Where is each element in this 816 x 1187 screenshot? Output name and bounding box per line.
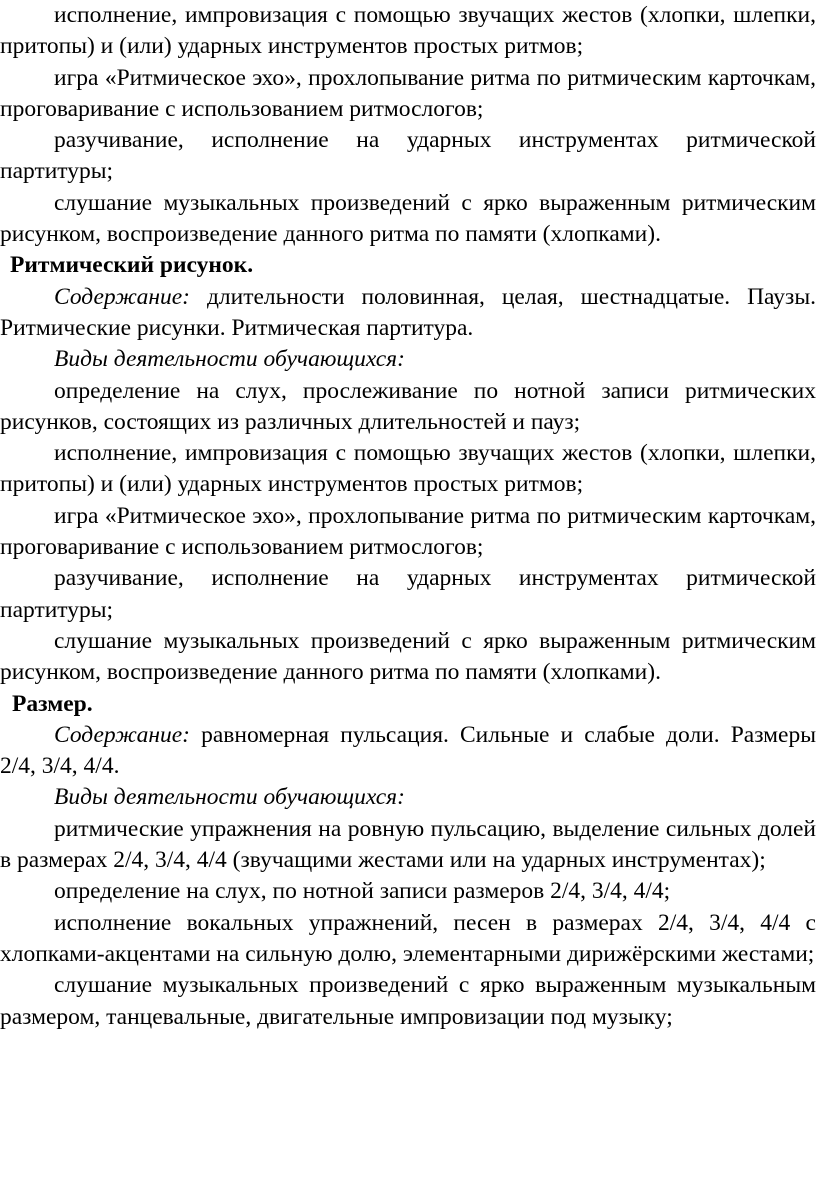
activity-paragraph: слушание музыкальных произведений с ярко выраженным ритмическим рисунком, воспроизведение данного ритма по памяти (хлопками). [0,627,816,686]
activity-paragraph: исполнение, импровизация с помощью звучащих жестов (хлопки, шлепки, притопы) и (или) ударных инструментов простых ритмов; [0,440,816,498]
section-heading-meter: Размер. [12,690,93,717]
activity-paragraph: разучивание, исполнение на ударных инструментах ритмической партитуры; [0,127,816,185]
content-paragraph [0,720,816,783]
section-heading-rhythm-pattern: Ритмический рисунок. [10,252,254,279]
content-text: длительности половинная, целая, шестнадцатые. Паузы. Ритмические рисунки. Ритмическая партитура. [0,283,816,341]
activity-paragraph: исполнение, импровизация с помощью звучащих жестов (хлопки, шлепки, притопы) и (или) ударных инструментов простых ритмов; [0,2,816,60]
content-label: Содержание: [54,283,191,310]
activity-paragraph: ритмические упражнения на ровную пульсацию, выделение сильных долей в размерах 2/4, 3/4, 4/4 (звучащими жестами или на ударных инструментах); [0,815,816,874]
activity-paragraph: слушание музыкальных произведений с ярко выраженным музыкальным размером, танцевальные, двигательные импровизации под музыку; [0,972,816,1030]
activities-label: Виды деятельности обучающихся: [54,784,405,811]
activity-paragraph: определение на слух, прослеживание по нотной записи ритмических рисунков, состоящих из различных длительностей и пауз; [0,377,816,435]
activity-paragraph: определение на слух, по нотной записи размеров 2/4, 3/4, 4/4; [54,878,671,905]
activities-label: Виды деятельности обучающихся: [54,346,405,373]
activity-paragraph: игра «Ритмическое эхо», прохлопывание ритма по ритмическим карточкам, проговаривание с использованием ритмослогов; [0,64,816,122]
content-text: равномерная пульсация. Сильные и слабые доли. Размеры 2/4, 3/4, 4/4. [0,721,816,780]
content-label: Содержание: [54,721,191,748]
activity-paragraph: слушание музыкальных произведений с ярко выраженным ритмическим рисунком, воспроизведение данного ритма по памяти (хлопками). [0,189,816,248]
activity-paragraph: исполнение вокальных упражнений, песен в размерах 2/4, 3/4, 4/4 с хлопками-акцентами на сильную долю, элементарными дирижёрскими жестами; [0,909,816,967]
content-paragraph [0,282,816,345]
activity-paragraph: разучивание, исполнение на ударных инструментах ритмической партитуры; [0,565,816,623]
activity-paragraph: игра «Ритмическое эхо», прохлопывание ритма по ритмическим карточкам, проговаривание с использованием ритмослогов; [0,502,816,561]
